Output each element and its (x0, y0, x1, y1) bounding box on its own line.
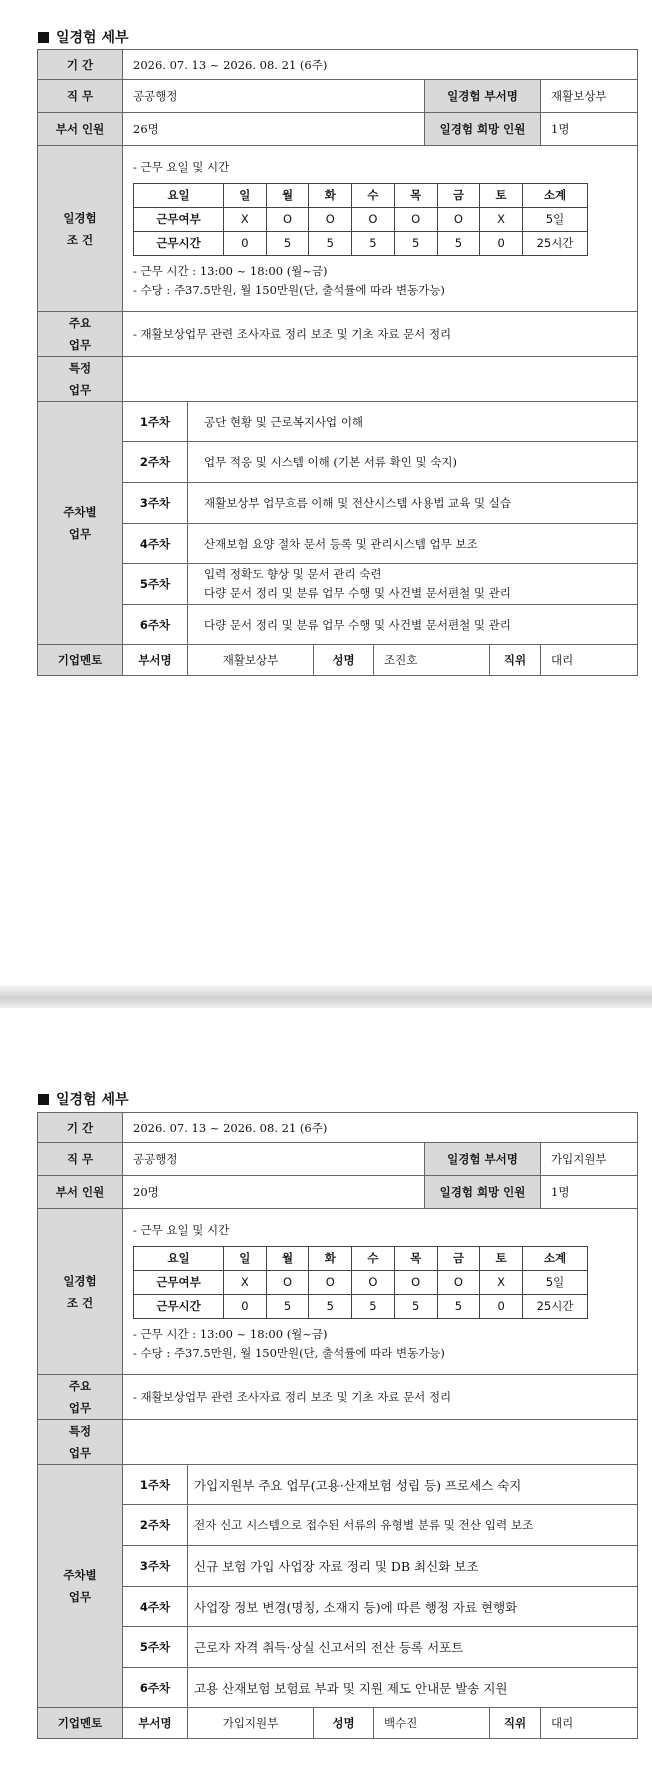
main-task-label: 주요 업무 (38, 312, 123, 357)
hope-value: 1명 (541, 1176, 638, 1209)
mentor-name: 백수진 (374, 1708, 490, 1739)
period-value: 2026. 07. 13 ~ 2026. 08. 21 (6주) (123, 1113, 638, 1143)
week-label: 2주차 (123, 1505, 188, 1546)
condition-label: 일경험 조 건 (38, 1209, 123, 1375)
mentor-name-label: 성명 (314, 1708, 374, 1739)
week-row (38, 442, 638, 483)
schedule-header-row: 요일 일 월 화 수 목 금 토 소계 (134, 1246, 588, 1270)
schedule-table (133, 1246, 588, 1319)
condition-cell (123, 146, 638, 312)
job-value: 공공행정 (123, 1143, 425, 1176)
main-task-value: - 재활보상업무 관련 조사자료 정리 보조 및 기초 자료 문서 정리 (123, 312, 638, 357)
job-value: 공공행정 (123, 80, 425, 113)
experience-detail-table (37, 1112, 638, 1739)
mentor-dept: 재활보상부 (188, 645, 314, 676)
week-label: 3주차 (123, 1546, 188, 1587)
dept-label: 일경험 부서명 (425, 80, 541, 113)
week-task: 산재보험 요양 절차 문서 등록 및 관리시스템 업무 보조 (188, 524, 638, 564)
staff-value: 26명 (123, 113, 425, 146)
dept-label: 일경험 부서명 (425, 1143, 541, 1176)
hours-note: - 근무 시간 : 13:00 ~ 18:00 (월~금) (133, 1326, 328, 1341)
mentor-position-label: 직위 (490, 645, 541, 676)
main-task-label: 주요 업무 (38, 1375, 123, 1420)
staff-value: 20명 (123, 1176, 425, 1209)
week-label: 5주차 (123, 564, 188, 605)
main-task-value: - 재활보상업무 관련 조사자료 정리 보조 및 기초 자료 문서 정리 (123, 1375, 638, 1420)
mentor-dept: 가입지원부 (188, 1708, 314, 1739)
mentor-position: 대리 (541, 1708, 638, 1739)
hope-value: 1명 (541, 113, 638, 146)
week-row (38, 1587, 638, 1627)
pay-note: - 수당 : 주37.5만원, 월 150만원(단, 출석률에 따라 변동가능) (133, 1345, 445, 1360)
document-page-2 (0, 1008, 652, 1774)
schedule-header-row: 요일 일 월 화 수 목 금 토 소계 (134, 183, 588, 207)
square-bullet-icon (38, 1094, 49, 1105)
mentor-row (38, 1708, 638, 1739)
week-row (38, 483, 638, 524)
pay-note: - 수당 : 주37.5만원, 월 150만원(단, 출석률에 따라 변동가능) (133, 282, 445, 297)
hours-note: - 근무 시간 : 13:00 ~ 18:00 (월~금) (133, 263, 328, 278)
staff-label: 부서 인원 (38, 1176, 123, 1209)
week-label: 4주차 (123, 1587, 188, 1627)
schedule-hours-row: 근무시간 0 5 5 5 5 5 0 25시간 (134, 1294, 588, 1318)
week-label: 3주차 (123, 483, 188, 524)
schedule-hours-row: 근무시간 0 5 5 5 5 5 0 25시간 (134, 231, 588, 255)
square-bullet-icon (38, 32, 49, 43)
week-task: 입력 정확도 향상 및 문서 관리 숙련 다량 문서 정리 및 분류 업무 수행 및 사건별 문서편철 및 관리 (188, 564, 638, 605)
mentor-name: 조진호 (374, 645, 490, 676)
week-task: 신규 보험 가입 사업장 자료 정리 및 DB 최신화 보조 (188, 1546, 638, 1587)
period-value: 2026. 07. 13 ~ 2026. 08. 21 (6주) (123, 50, 638, 80)
week-label: 6주차 (123, 1668, 188, 1708)
mentor-dept-label: 부서명 (123, 1708, 188, 1739)
period-label: 기 간 (38, 1113, 123, 1143)
special-task-value (123, 357, 638, 402)
weekly-task-label: 주차별 업무 (38, 1465, 123, 1708)
schedule-attendance-row: 근무여부 X O O O O O X 5일 (134, 207, 588, 231)
week-label: 4주차 (123, 524, 188, 564)
mentor-label: 기업멘토 (38, 1708, 123, 1739)
condition-cell (123, 1209, 638, 1375)
week-task: 가입지원부 주요 업무(고용·산재보험 성립 등) 프로세스 숙지 (188, 1465, 638, 1505)
section-title: 일경험 세부 (38, 1089, 129, 1109)
condition-heading: - 근무 요일 및 시간 (133, 159, 230, 174)
week-row (38, 1668, 638, 1708)
week-task: 전자 신고 시스템으로 접수된 서류의 유형별 분류 및 전산 입력 보조 (188, 1505, 638, 1546)
week-task: 업무 적응 및 시스템 이해 (기본 서류 확인 및 숙지) (188, 442, 638, 483)
week-row (38, 524, 638, 564)
week-row (38, 564, 638, 605)
week-row (38, 1546, 638, 1587)
dept-value: 가입지원부 (541, 1143, 638, 1176)
week-label: 1주차 (123, 1465, 188, 1505)
weekly-task-label: 주차별 업무 (38, 402, 123, 645)
week-row (38, 1465, 638, 1505)
week-task: 고용 산재보험 보험료 부과 및 지원 제도 안내문 발송 지원 (188, 1668, 638, 1708)
week-task: 다량 문서 정리 및 분류 업무 수행 및 사건별 문서편철 및 관리 (188, 605, 638, 645)
week-task: 공단 현황 및 근로복지사업 이해 (188, 402, 638, 442)
week-row (38, 1627, 638, 1668)
schedule-table (133, 183, 588, 256)
mentor-row (38, 645, 638, 676)
schedule-attendance-row: 근무여부 X O O O O O X 5일 (134, 1270, 588, 1294)
job-label: 직 무 (38, 1143, 123, 1176)
period-label: 기 간 (38, 50, 123, 80)
week-label: 6주차 (123, 605, 188, 645)
week-task: 사업장 정보 변경(명칭, 소재지 등)에 따른 행정 자료 현행화 (188, 1587, 638, 1627)
mentor-position-label: 직위 (490, 1708, 541, 1739)
condition-heading: - 근무 요일 및 시간 (133, 1222, 230, 1237)
week-label: 1주차 (123, 402, 188, 442)
section-title: 일경험 세부 (38, 27, 129, 47)
special-task-value (123, 1420, 638, 1465)
week-task: 재활보상부 업무흐름 이해 및 전산시스템 사용법 교육 및 실습 (188, 483, 638, 524)
mentor-position: 대리 (541, 645, 638, 676)
mentor-name-label: 성명 (314, 645, 374, 676)
week-task: 근로자 자격 취득·상실 신고서의 전산 등록 서포트 (188, 1627, 638, 1668)
week-row (38, 1505, 638, 1546)
mentor-dept-label: 부서명 (123, 645, 188, 676)
staff-label: 부서 인원 (38, 113, 123, 146)
week-label: 2주차 (123, 442, 188, 483)
dept-value: 재활보상부 (541, 80, 638, 113)
mentor-label: 기업멘토 (38, 645, 123, 676)
week-row (38, 605, 638, 645)
special-task-label: 특정 업무 (38, 1420, 123, 1465)
condition-label: 일경험 조 건 (38, 146, 123, 312)
special-task-label: 특정 업무 (38, 357, 123, 402)
experience-detail-table (37, 49, 638, 676)
week-row (38, 402, 638, 442)
page-separator (0, 985, 652, 1008)
job-label: 직 무 (38, 80, 123, 113)
week-label: 5주차 (123, 1627, 188, 1668)
hope-label: 일경험 희망 인원 (425, 113, 541, 146)
hope-label: 일경험 희망 인원 (425, 1176, 541, 1209)
